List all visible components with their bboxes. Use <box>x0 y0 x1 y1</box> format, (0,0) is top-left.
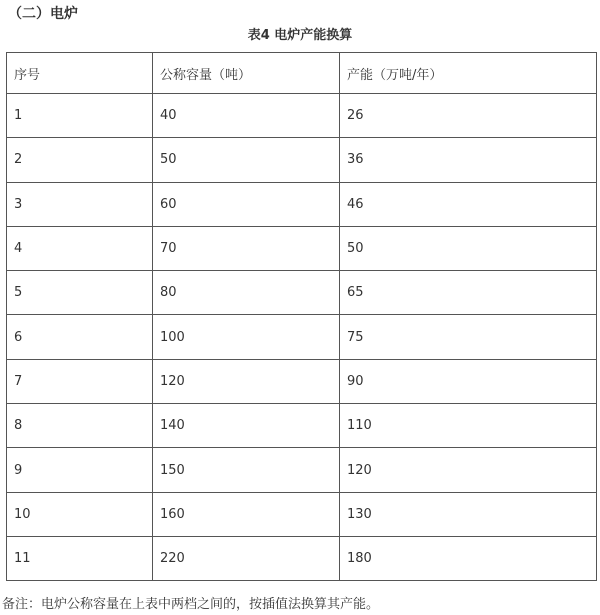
cell-production-capacity: 110 <box>340 404 597 448</box>
table-row <box>7 492 597 536</box>
cell-nominal-capacity: 80 <box>153 271 340 315</box>
cell-production-capacity: 46 <box>340 182 597 226</box>
cell-serial-number: 6 <box>7 315 153 359</box>
cell-production-capacity: 180 <box>340 536 597 580</box>
header-production-capacity: 产能（万吨/年） <box>340 53 597 94</box>
table-row <box>7 404 597 448</box>
header-row <box>7 53 597 94</box>
cell-serial-number: 11 <box>7 536 153 580</box>
cell-nominal-capacity: 70 <box>153 226 340 270</box>
cell-serial-number: 4 <box>7 226 153 270</box>
section-title: （二）电炉 <box>8 6 78 22</box>
table-caption: 表4 电炉产能换算 <box>247 28 353 43</box>
footnote: 备注：电炉公称容量在上表中两档之间的，按插值法换算其产能。 <box>2 597 380 612</box>
table-body <box>7 94 597 581</box>
cell-production-capacity: 26 <box>340 94 597 138</box>
cell-nominal-capacity: 50 <box>153 138 340 182</box>
table-row <box>7 138 597 182</box>
cell-serial-number: 10 <box>7 492 153 536</box>
cell-production-capacity: 120 <box>340 448 597 492</box>
cell-nominal-capacity: 150 <box>153 448 340 492</box>
table-row <box>7 271 597 315</box>
cell-nominal-capacity: 40 <box>153 94 340 138</box>
table-header <box>7 53 597 94</box>
table-row <box>7 315 597 359</box>
table-row <box>7 226 597 270</box>
cell-production-capacity: 36 <box>340 138 597 182</box>
cell-nominal-capacity: 140 <box>153 404 340 448</box>
cell-production-capacity: 130 <box>340 492 597 536</box>
cell-serial-number: 5 <box>7 271 153 315</box>
cell-serial-number: 1 <box>7 94 153 138</box>
table-row <box>7 359 597 403</box>
table-row <box>7 182 597 226</box>
cell-production-capacity: 50 <box>340 226 597 270</box>
cell-nominal-capacity: 220 <box>153 536 340 580</box>
table-row <box>7 448 597 492</box>
cell-production-capacity: 65 <box>340 271 597 315</box>
cell-serial-number: 8 <box>7 404 153 448</box>
header-serial-number: 序号 <box>7 53 153 94</box>
cell-serial-number: 9 <box>7 448 153 492</box>
cell-serial-number: 2 <box>7 138 153 182</box>
cell-serial-number: 7 <box>7 359 153 403</box>
header-nominal-capacity: 公称容量（吨） <box>153 53 340 94</box>
cell-production-capacity: 90 <box>340 359 597 403</box>
table-row <box>7 94 597 138</box>
cell-nominal-capacity: 60 <box>153 182 340 226</box>
cell-nominal-capacity: 100 <box>153 315 340 359</box>
table-row <box>7 536 597 580</box>
cell-serial-number: 3 <box>7 182 153 226</box>
cell-production-capacity: 75 <box>340 315 597 359</box>
capacity-table <box>6 52 597 581</box>
cell-nominal-capacity: 120 <box>153 359 340 403</box>
cell-nominal-capacity: 160 <box>153 492 340 536</box>
